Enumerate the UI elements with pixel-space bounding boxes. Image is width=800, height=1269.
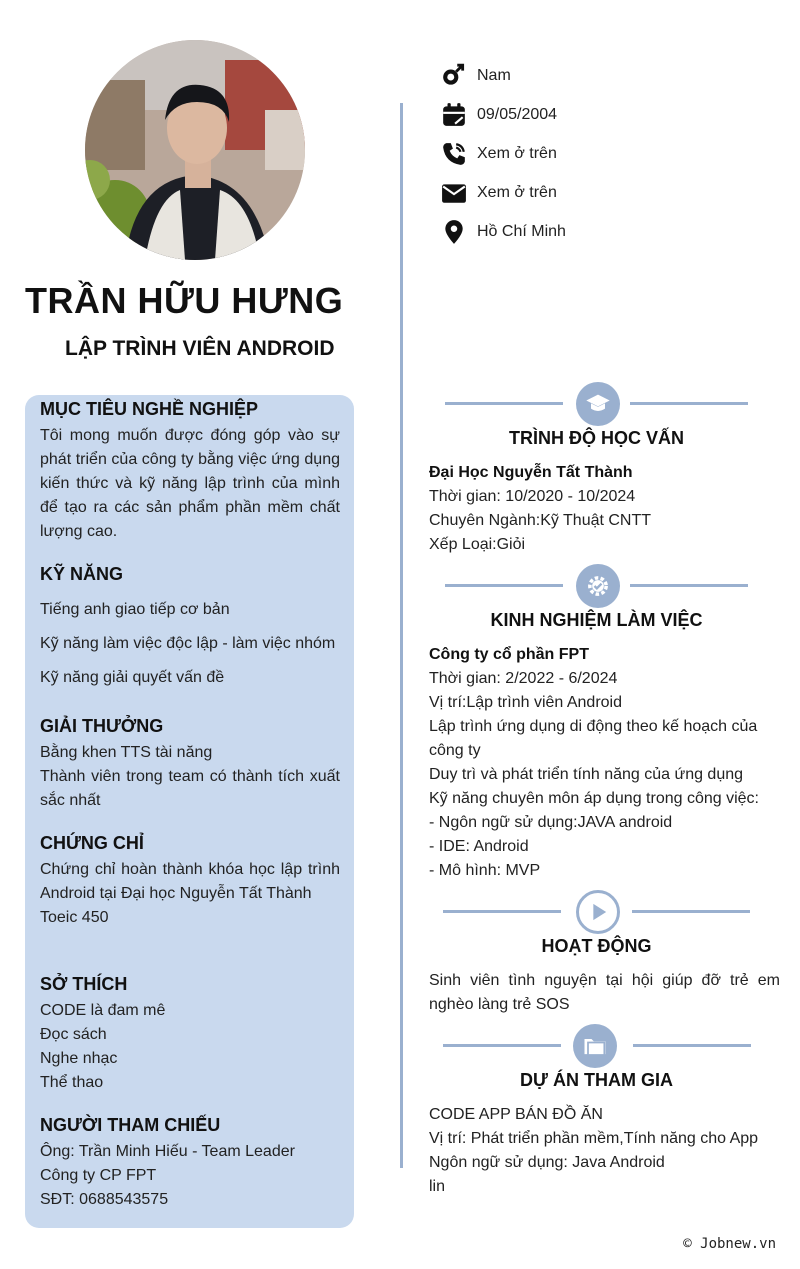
experience-header (440, 564, 760, 608)
section-projects (429, 1103, 780, 1199)
section-activities (429, 969, 780, 1017)
hobby-item: Nghe nhạc (40, 1050, 118, 1067)
experience-line: - Mô hình: MVP (429, 862, 541, 879)
experience-title: KINH NGHIỆM LÀM VIỆC (490, 610, 703, 630)
education-title: TRÌNH ĐỘ HỌC VẤN (509, 428, 684, 448)
header-line (443, 910, 561, 913)
reference-item: Công ty CP FPT (40, 1167, 157, 1184)
experience-line: Vị trí:Lập trình viên Android (429, 694, 622, 711)
experience-line: Kỹ năng chuyên môn áp dụng trong công việc: (429, 790, 759, 807)
section-objective (40, 399, 340, 544)
phone-text: Xem ở trên (477, 144, 557, 162)
objective-title: MỤC TIÊU NGHỀ NGHIỆP (40, 399, 259, 419)
location-icon (440, 218, 468, 246)
objective-text: Tôi mong muốn được đóng góp vào sự phát triển của công ty bằng việc ứng dụng kiến thức và kỹ năng lập trình của mình để tạo ra các sản phẩm phần mềm chất lượng cao. (40, 427, 340, 540)
header-line (443, 1044, 561, 1047)
mail-icon (440, 179, 468, 207)
section-awards (40, 716, 340, 813)
projects-title: DỰ ÁN THAM GIA (520, 1070, 673, 1090)
location-text: Hồ Chí Minh (477, 222, 566, 240)
education-line: Chuyên Ngành:Kỹ Thuật CNTT (429, 512, 652, 529)
gender-icon (440, 62, 468, 90)
experience-line: Thời gian: 2/2022 - 6/2024 (429, 670, 618, 687)
reference-item: Ông: Trần Minh Hiếu - Team Leader (40, 1143, 295, 1160)
section-references (40, 1115, 340, 1212)
activities-title: HOẠT ĐỘNG (541, 936, 652, 956)
left-panel (25, 395, 354, 1228)
reference-item: SĐT: 0688543575 (40, 1191, 169, 1208)
projects-header (440, 1024, 760, 1068)
references-title: NGƯỜI THAM CHIẾU (40, 1115, 221, 1135)
info-gender (440, 56, 770, 95)
experience-line: Lập trình ứng dụng di động theo kế hoạch của công ty (429, 718, 758, 759)
header-line (445, 584, 563, 587)
award-item: Thành viên trong team có thành tích xuất sắc nhất (40, 768, 340, 809)
experience-line: - IDE: Android (429, 838, 529, 855)
header-line (445, 402, 563, 405)
info-phone (440, 134, 770, 173)
play-icon (576, 890, 620, 934)
section-education (429, 461, 780, 557)
project-line: Ngôn ngữ sử dụng: Java Android (429, 1154, 665, 1171)
column-divider (400, 103, 403, 1168)
section-hobbies (40, 974, 340, 1095)
header-line (632, 910, 750, 913)
skill-item: Kỹ năng làm việc độc lập - làm việc nhóm (40, 635, 336, 652)
education-line: Thời gian: 10/2020 - 10/2024 (429, 488, 636, 505)
candidate-name: TRẦN HỮU HƯNG (25, 280, 344, 321)
job-title: LẬP TRÌNH VIÊN ANDROID (65, 337, 335, 360)
awards-title: GIẢI THƯỞNG (40, 716, 164, 736)
education-header (440, 382, 760, 426)
experience-line: - Ngôn ngữ sử dụng:JAVA android (429, 814, 673, 831)
header-line (630, 584, 748, 587)
info-birthday (440, 95, 770, 134)
folder-icon (573, 1024, 617, 1068)
project-line: lin (429, 1178, 446, 1195)
company-name: Công ty cổ phần FPT (429, 646, 589, 663)
education-line: Xếp Loại:Giỏi (429, 536, 526, 553)
award-item: Bằng khen TTS tài năng (40, 744, 213, 761)
info-location (440, 212, 770, 251)
gear-check-icon (576, 564, 620, 608)
project-line: Vị trí: Phát triển phần mềm,Tính năng cho App (429, 1130, 759, 1147)
phone-icon (440, 140, 468, 168)
hobby-item: Đọc sách (40, 1026, 107, 1043)
activities-header (440, 890, 760, 934)
hobby-item: Thể thao (40, 1074, 104, 1091)
skills-title: KỸ NĂNG (40, 564, 124, 584)
education-icon (576, 382, 620, 426)
school-name: Đại Học Nguyễn Tất Thành (429, 464, 633, 481)
skill-item: Kỹ năng giải quyết vấn đề (40, 669, 225, 686)
section-skills (40, 564, 340, 695)
footer-copyright: © Jobnew.vn (683, 1236, 776, 1252)
certificate-item: Chứng chỉ hoàn thành khóa học lập trình Android tại Đại học Nguyễn Tất Thành (40, 861, 340, 902)
gender-text: Nam (477, 66, 511, 84)
email-text: Xem ở trên (477, 183, 557, 201)
contact-info (440, 56, 770, 251)
profile-photo (85, 40, 305, 260)
certificates-title: CHỨNG CHỈ (40, 833, 144, 853)
info-email (440, 173, 770, 212)
section-experience (429, 643, 780, 883)
section-certificates (40, 833, 340, 930)
activities-text: Sinh viên tình nguyện tại hội giúp đỡ trẻ em nghèo làng trẻ SOS (429, 972, 780, 1013)
hobby-item: CODE là đam mê (40, 1002, 166, 1019)
skill-item: Tiếng anh giao tiếp cơ bản (40, 601, 230, 618)
experience-line: Duy trì và phát triển tính năng của ứng dụng (429, 766, 744, 783)
hobbies-title: SỞ THÍCH (40, 974, 128, 994)
certificate-item: Toeic 450 (40, 909, 109, 926)
project-line: CODE APP BÁN ĐỒ ĂN (429, 1106, 603, 1123)
calendar-icon (440, 101, 468, 129)
birthday-text: 09/05/2004 (477, 105, 558, 123)
header-line (633, 1044, 751, 1047)
header-line (630, 402, 748, 405)
